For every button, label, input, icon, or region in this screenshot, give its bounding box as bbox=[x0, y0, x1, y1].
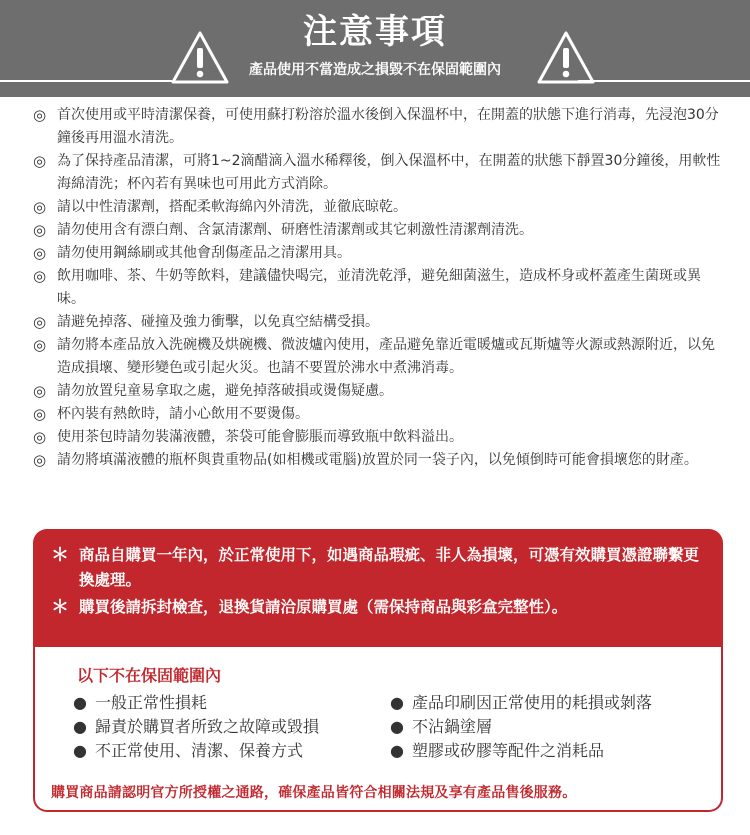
asterisk-icon: ＊ bbox=[51, 545, 69, 566]
list-item: ◎ 為了保持產品清潔，可將1~2滴醋滴入溫水稀釋後，倒入保溫杯中，在開蓋的狀態下靜置30分鐘後，用軟性海綿清洗；杯內若有異味也可用此方式消除。 bbox=[33, 152, 721, 192]
bullet-icon: ● bbox=[390, 717, 404, 736]
warranty-item: ＊ 購買後請拆封檢查，退換貨請洽原購買處（需保持商品與彩盒完整性）。 bbox=[51, 597, 568, 618]
list-item: ● 一般正常性損耗 bbox=[73, 691, 319, 715]
asterisk-icon: ＊ bbox=[51, 597, 69, 618]
list-item: ◎ 使用茶包時請勿裝滿液體，茶袋可能會膨脹而導致瓶中飲料溢出。 bbox=[33, 426, 723, 449]
list-item: ◎ 請勿將填滿液體的瓶杯與貴重物品(如相機或電腦)放置於同一袋子內，以免傾倒時可能會損壞您的財產。 bbox=[33, 449, 723, 472]
list-item: ● 產品印刷因正常使用的耗損或剝落 bbox=[390, 691, 652, 715]
list-item: ◎ 請以中性清潔劑，搭配柔軟海綿內外清洗，並徹底晾乾。 bbox=[33, 196, 723, 219]
bullet-icon: ● bbox=[73, 717, 87, 736]
list-item: ◎ 請勿將本產品放入洗碗機及烘碗機、微波爐內使用，產品避免靠近電暖爐或瓦斯爐等火源或熱源附近，以免造成損壞、變形變色或引起火災。也請不要置於沸水中煮沸消毒。 bbox=[33, 336, 715, 376]
circle-mark-icon: ◎ bbox=[33, 106, 47, 124]
exclusions-title: 以下不在保固範圍內 bbox=[77, 666, 222, 685]
list-item: ◎ 杯內裝有熱飲時，請小心飲用不要燙傷。 bbox=[33, 403, 723, 426]
bullet-icon: ● bbox=[390, 741, 404, 760]
list-item: ◎ 首次使用或平時清潔保養，可使用蘇打粉溶於溫水後倒入保溫杯中，在開蓋的狀態下進行消毒，先浸泡30分鐘後再用溫水清洗。 bbox=[33, 106, 719, 146]
header-subtitle: 產品使用不當造成之損毀不在保固範圍內 bbox=[249, 62, 501, 78]
list-item: ◎ 飲用咖啡、茶、牛奶等飲料，建議儘快喝完，並清洗乾淨，避免細菌滋生，造成杯身或杯蓋產生菌斑或異味。 bbox=[33, 267, 701, 307]
list-item: ● 不沾鍋塗層 bbox=[390, 715, 652, 739]
bullet-icon: ● bbox=[73, 741, 87, 760]
list-item: ◎ 請勿使用鋼絲刷或其他會刮傷產品之清潔用具。 bbox=[33, 242, 723, 265]
circle-mark-icon: ◎ bbox=[33, 405, 47, 423]
circle-mark-icon: ◎ bbox=[33, 336, 47, 354]
care-notes-list bbox=[33, 104, 723, 472]
header-divider-left bbox=[0, 80, 172, 82]
circle-mark-icon: ◎ bbox=[33, 451, 47, 469]
circle-mark-icon: ◎ bbox=[33, 221, 47, 239]
bullet-icon: ● bbox=[390, 693, 404, 712]
circle-mark-icon: ◎ bbox=[33, 244, 47, 262]
circle-mark-icon: ◎ bbox=[33, 198, 47, 216]
header-banner bbox=[0, 0, 750, 97]
header-divider-right bbox=[578, 80, 750, 82]
exclusions-panel bbox=[33, 647, 723, 812]
warranty-panel bbox=[33, 529, 723, 647]
exclusions-right-column bbox=[390, 691, 652, 763]
list-item: ◎ 請勿放置兒童易拿取之處，避免掉落破損或燙傷疑慮。 bbox=[33, 380, 723, 403]
list-item: ● 塑膠或矽膠等配件之消耗品 bbox=[390, 739, 652, 763]
exclusions-left-column bbox=[73, 691, 319, 763]
circle-mark-icon: ◎ bbox=[33, 313, 47, 331]
list-item: ● 歸責於購買者所致之故障或毀損 bbox=[73, 715, 319, 739]
page-title: 注意事項 bbox=[303, 12, 447, 52]
list-item: ◎ 請避免掉落、碰撞及強力衝擊，以免真空結構受損。 bbox=[33, 311, 723, 334]
warranty-item: ＊ 商品自購買一年內，於正常使用下，如遇商品瑕疵、非人為損壞，可憑有效購買憑證聯繫更換處理。 bbox=[51, 545, 700, 589]
bullet-icon: ● bbox=[73, 693, 87, 712]
list-item: ● 不正常使用、清潔、保養方式 bbox=[73, 739, 319, 763]
authorized-channel-note: 購買商品請認明官方所授權之通路，確保產品皆符合相關法規及享有產品售後服務。 bbox=[51, 785, 577, 801]
circle-mark-icon: ◎ bbox=[33, 428, 47, 446]
circle-mark-icon: ◎ bbox=[33, 267, 47, 285]
list-item: ◎ 請勿使用含有漂白劑、含氯清潔劑、研磨性清潔劑或其它刺激性清潔劑清洗。 bbox=[33, 219, 723, 242]
circle-mark-icon: ◎ bbox=[33, 382, 47, 400]
circle-mark-icon: ◎ bbox=[33, 152, 47, 170]
